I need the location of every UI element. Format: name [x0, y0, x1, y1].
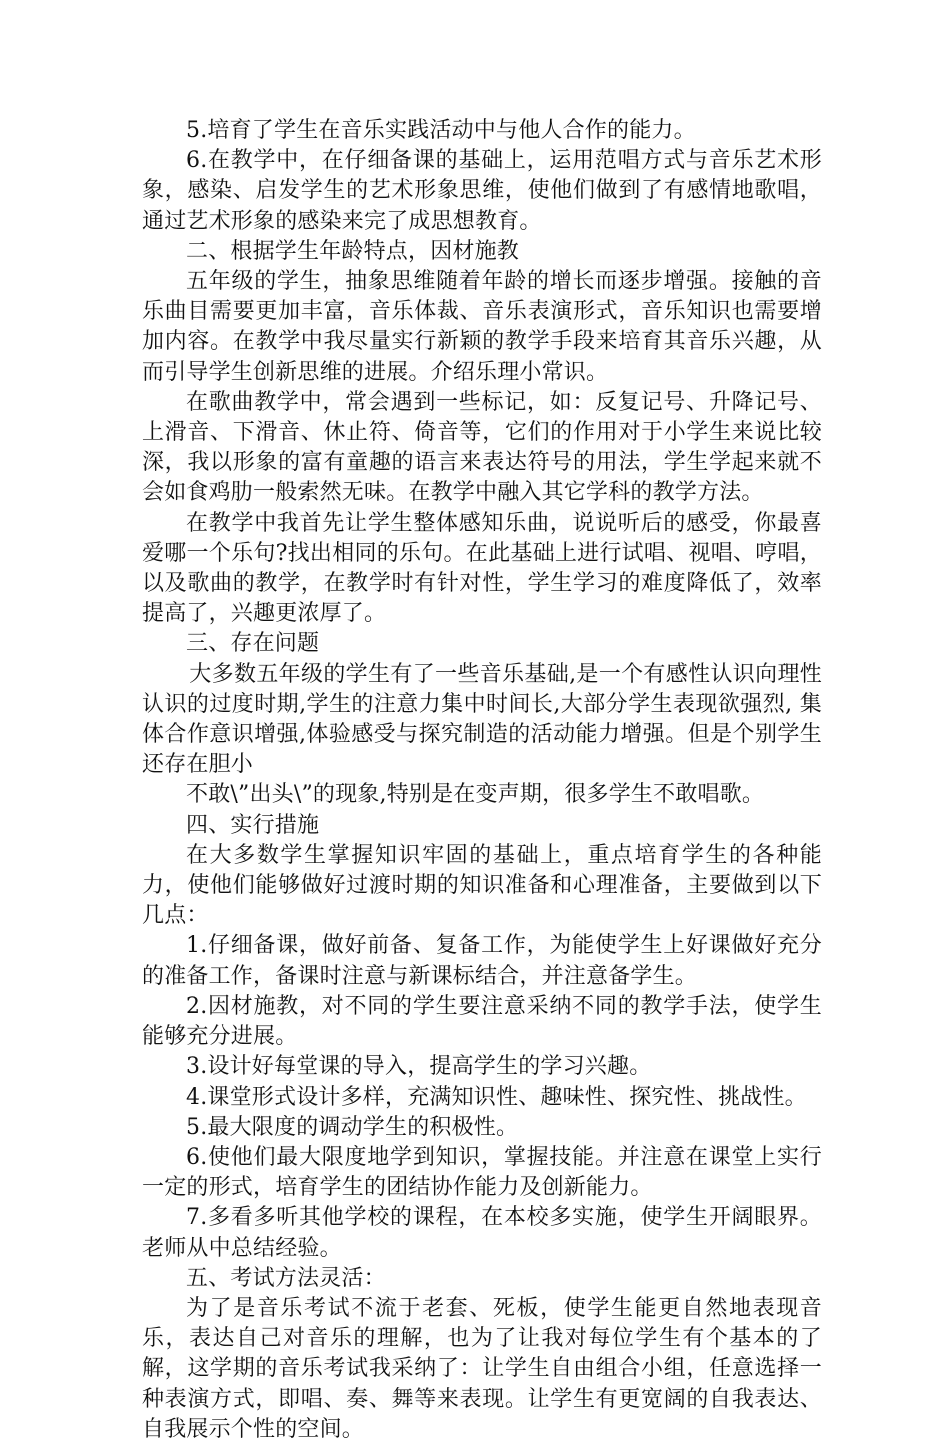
paragraph-6: 大多数五年级的学生有了一些音乐基础,是一个有感性认识向理性认识的过度时期,学生的注意力集中时间长,大部分学生表现欲强烈, 集体合作意识增强,体验感受与探究制造的活动能力增强。但是个别学生还存在胆小 — [142, 661, 822, 778]
paragraph-2: 6.在教学中，在仔细备课的基础上，运用范唱方式与音乐艺术形象，感染、启发学生的艺术形象思维，使他们做到了有感情地歌唱，通过艺术形象的感染来完了成思想教育。 — [142, 148, 822, 234]
section-heading-3: 三、存在问题 — [186, 631, 320, 657]
section-heading-4: 四、实行措施 — [186, 812, 320, 838]
section-heading-2: 二、根据学生年龄特点，因材施教 — [186, 238, 520, 264]
list-item-3: 3.设计好每堂课的导入，提高学生的学习兴趣。 — [186, 1054, 652, 1080]
list-item-1: 1.仔细备课，做好前备、复备工作，为能使学生上好课做好充分的准备工作，备课时注意与新课标结合，并注意备学生。 — [142, 933, 822, 989]
paragraph-3: 五年级的学生，抽象思维随着年龄的增长而逐步增强。接触的音乐曲目需要更加丰富，音乐体裁、音乐表演形式，音乐知识也需要增加内容。在教学中我尽量实行新颖的教学手段来培育其音乐兴趣，从而引导学生创新思维的进展。介绍乐理小常识。 — [142, 269, 822, 385]
list-item-5: 5.最大限度的调动学生的积极性。 — [186, 1114, 519, 1140]
paragraph-4: 在歌曲教学中，常会遇到一些标记，如：反复记号、升降记号、上滑音、下滑音、休止符、倚音等，它们的作用对于小学生来说比较深，我以形象的富有童趣的语言来表达符号的用法，学生学起来就不会如食鸡肋一般索然无味。在教学中融入其它学科的教学方法。 — [142, 389, 822, 506]
paragraph-7: 不敢\”出头\”的现象,特别是在变声期，很多学生不敢唱歌。 — [186, 782, 765, 808]
paragraph-9: 为了是音乐考试不流于老套、死板，使学生能更自然地表现音乐，表达自己对音乐的理解，也为了让我对每位学生有个基本的了解，这学期的音乐考试我采纳了：让学生自由组合小组，任意选择一种表演方式，即唱、奏、舞等来表现。让学生有更宽阔的自我表达、自我展示个性的空间。 — [142, 1295, 822, 1442]
list-item-6: 6.使他们最大限度地学到知识，掌握技能。并注意在课堂上实行一定的形式，培育学生的团结协作能力及创新能力。 — [142, 1144, 822, 1201]
document-body — [142, 116, 822, 1445]
paragraph-1: 5.培育了学生在音乐实践活动中与他人合作的能力。 — [186, 118, 696, 143]
list-item-7: 7.多看多听其他学校的课程，在本校多实施，使学生开阔眼界。老师从中总结经验。 — [142, 1205, 822, 1261]
list-item-2: 2.因材施教，对不同的学生要注意采纳不同的教学手法，使学生能够充分进展。 — [142, 993, 822, 1050]
section-heading-5: 五、考试方法灵活： — [186, 1265, 386, 1291]
paragraph-8: 在大多数学生掌握知识牢固的基础上，重点培育学生的各种能力，使他们能够做好过渡时期的知识准备和心理准备，主要做到以下几点： — [142, 842, 822, 929]
list-item-4: 4.课堂形式设计多样，充满知识性、趣味性、探究性、挑战性。 — [186, 1084, 807, 1110]
paragraph-5: 在教学中我首先让学生整体感知乐曲，说说听后的感受，你最喜爱哪一个乐句?找出相同的乐句。在此基础上进行试唱、视唱、哼唱，以及歌曲的教学，在教学时有针对性，学生学习的难度降低了，效率提高了，兴趣更浓厚了。 — [142, 510, 822, 627]
